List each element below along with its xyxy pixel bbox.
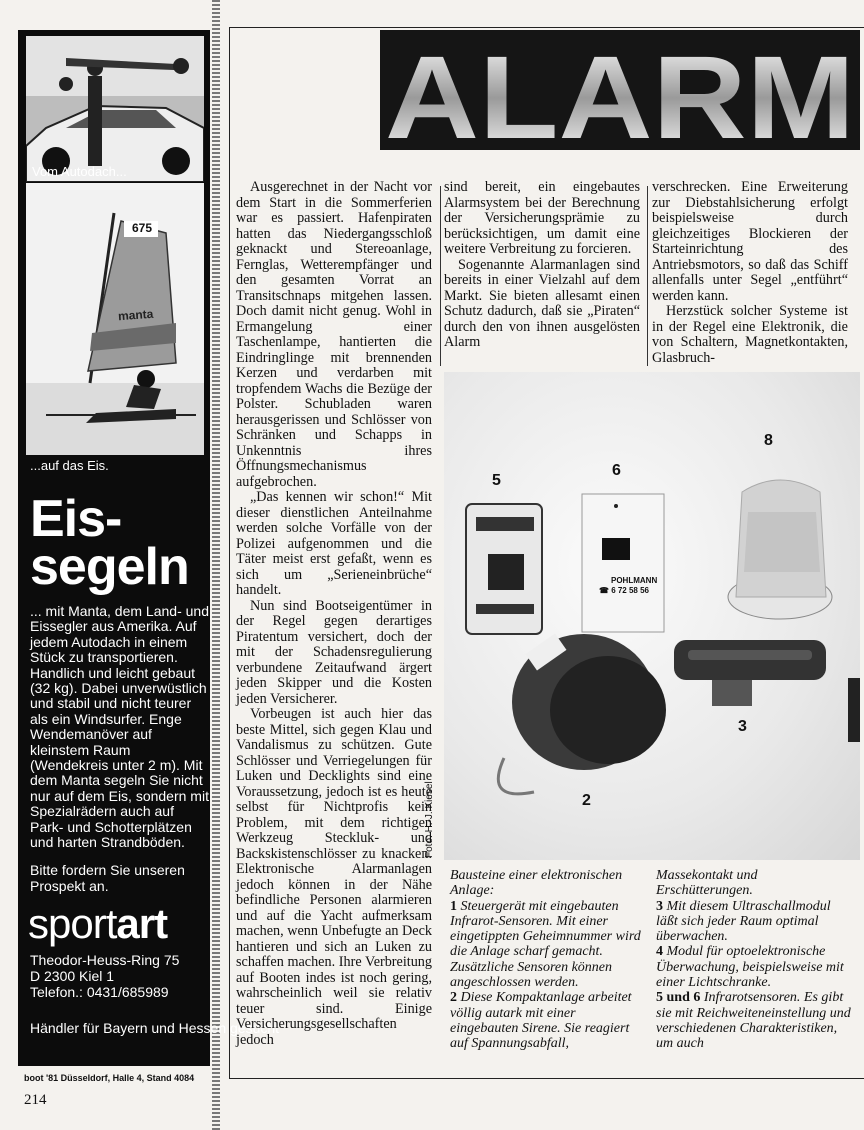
ice-sailing-photo: [26, 183, 204, 455]
compact-siren-2: [498, 633, 666, 793]
paragraph: „Das kennen wir schon!“ Mit dieser dienstlichen Anteilnahme werden solche Vorfälle von der Polizei aufgenommen und die Täter meist erst gefaßt, wenn es sich um „Serieneinbrüche“ handelt.: [236, 489, 432, 598]
caption-num: 1: [450, 898, 457, 914]
page-gutter: [212, 0, 220, 1130]
ad-title-line1: Eis-: [30, 490, 122, 548]
label-6: 6: [612, 462, 621, 479]
photo-caption-bottom: ...auf das Eis.: [30, 458, 109, 473]
paragraph: Nun sind Bootseigentümer in der Regel gegen derartiges Piratentum versichert, doch der mit der Schadensregulierung verbundene Zeitaufwand ärgert jeden Skipper und die Kosten jeden Versicherer.: [236, 597, 432, 707]
caption-text: Mit diesem Ultraschallmodul läßt sich jeder Raum optimal überwachen.: [656, 898, 831, 945]
car-roof-photo: [26, 36, 204, 182]
label-8: 8: [764, 432, 773, 449]
caption-text: Infrarotsensoren. Es gibt sie mit Reichweiteneinstellung und verschiedenen Charakteristiken, um auch: [656, 990, 851, 1052]
caption-text: Modul für optoelektronische Überwachung, beispielsweise mit einer Lichtschranke.: [656, 944, 844, 991]
brand-logo: [28, 900, 167, 948]
infrared-sensor-5: [466, 504, 542, 634]
label-2: 2: [582, 792, 591, 809]
paragraph: Ausgerechnet in der Nacht vor dem Start in die Sommerferien war es passiert. Hafenpiraten hatten das Niedergangsschloß geknackt und Stereoanlage, Fernglas, Wetterempfänger und den gesamten Vorrat an Transitschnaps mitgehen lassen. Doch damit nicht genug. Wohl in Ermangelung einer Taschenlampe, hantierten die Eindringlinge mit brennenden Kerzen und verdarben mit tropfendem Wachs die Bezüge der Polster. Schubladen waren herausgerissen und Schlösser von Schränken und Schapps in Unkenntnis ihres Öffnungsmechanismus aufgebrochen.: [236, 179, 432, 490]
caption-intro: Bausteine einer elektronischen Anlage:: [450, 868, 623, 899]
caption-num: 4: [656, 944, 663, 960]
caption-text: Massekontakt und Erschütterungen.: [656, 868, 758, 899]
caption-text: Diese Kompaktanlage arbeitet völlig autark mit einer eingebauten Sirene. Sie reagiert auf Spannungsabfall,: [450, 990, 632, 1052]
article-column-2: [444, 180, 640, 380]
caption-column-1: [450, 868, 646, 1052]
brand-bold: art: [116, 900, 168, 947]
article-column-1: [236, 180, 432, 1060]
photo-caption-top: Vom Autodach...: [32, 164, 127, 179]
page-number: 214: [24, 1092, 47, 1108]
ultrasonic-module-3: [674, 640, 826, 706]
paragraph: Vorbeugen ist auch hier das beste Mittel, sich gegen Klau und Vandalismus zu schützen. Gute Schlösser und Verriegelungen für Luken und Decklights sind eine Voraussetzung, jedoch ist es heute selbst für Nichtprofis kein Problem, mit dem richtigen Werkzeug Steckluk- und Backskistenschlösser zu knacken. Elektronische Alarmanlagen jedoch können in der Nähe befindliche Personen alarmieren und auf die Yacht aufmerksam machen, wenn Unbefugte an Deck hantieren und sich an Luken zu schaffen machen. Ihre Verbreitung auf Booten indes ist noch gering, wahrscheinlich weil sie relativ teuer sind. Einige Versicherungsgesellschaften jedoch: [236, 706, 432, 1048]
device-edge: [848, 678, 860, 742]
infrared-sensor-6: [582, 494, 664, 632]
headline: ALARM: [385, 32, 855, 150]
caption-num: 2: [450, 990, 457, 1006]
ad-dealers: Händler für Bayern und Hessen gesucht: [30, 1020, 280, 1036]
article-column-3: [652, 180, 848, 380]
photo-credit: Foto: H.-J. Kiesel: [424, 781, 435, 858]
address-phone: Telefon.: 0431/685989: [30, 984, 169, 1000]
column-rule: [440, 186, 441, 366]
ad-cta: Bitte fordern Sie unseren Prospekt an.: [30, 862, 185, 894]
paragraph: sind bereit, ein eingebautes Alarmsystem bei der Berechnung der Versicherungsprämie zu berücksichtigen, um damit eine weitere Verbreitung zu forcieren.: [444, 179, 640, 257]
ad-title: [30, 490, 189, 596]
caption-num: 3: [656, 898, 663, 914]
ad-address: [30, 952, 179, 1000]
strobe-light-8: [728, 480, 832, 619]
sail-brand: manta: [117, 306, 154, 324]
label-3: 3: [738, 718, 747, 735]
label-5: 5: [492, 472, 501, 489]
brand-light: sport: [28, 900, 117, 947]
caption-column-2: [656, 868, 852, 1052]
device6-brand: POHLMANN: [611, 576, 658, 585]
caption-text: Steuergerät mit eingebauten Infrarot-Sensoren. Mit einer eingetippten Geheimnummer wird die Anlage scharf gemacht. Zusätzliche Sensoren können angeschlossen werden.: [450, 898, 641, 991]
alarm-devices-photo: [444, 372, 860, 860]
sail-number: 675: [131, 221, 153, 235]
ad-body: ... mit Manta, dem Land- und Eissegler aus Amerika. Auf jedem Autodach in einem Stück zu transportieren. Handlich und leicht gebaut (32 kg). Dabei unverwüstlich und stabil und nicht teurer als ein Windsurfer. Enge Wendemanöver auf kleinstem Raum (Wendekreis unter 2 m). Mit dem Manta segeln Sie nicht nur auf dem Eis, sondern mit Spezialrädern auch auf Park- und Schotterplätzen und harten Strandböden.: [30, 603, 209, 851]
device6-phone: ☎ 6 72 58 56: [599, 586, 649, 595]
address-street: Theodor-Heuss-Ring 75: [30, 952, 180, 968]
fair-notice: boot '81 Düsseldorf, Halle 4, Stand 4084: [24, 1073, 195, 1083]
paragraph: Sogenannte Alarmanlagen sind bereits in einer Vielzahl auf dem Markt. Sie bieten allesamt einen Schutz dadurch, daß sie „Piraten“ durch den von ihnen ausgelösten Alarm: [444, 256, 640, 350]
column-rule: [647, 186, 648, 366]
address-city: D 2300 Kiel 1: [30, 968, 115, 984]
headline-box: [380, 30, 860, 150]
paragraph: verschrecken. Eine Erweiterung zur Diebstahlsicherung erfolgt beispielsweise durch gleichzeitiges Blockieren der Starteinrichtung des Antriebsmotors, so daß das Schiff allenfalls unter Segel „entführt“ werden kann.: [652, 179, 848, 304]
paragraph: Herzstück solcher Systeme ist in der Regel eine Elektronik, die von Schaltern, Magnetkontakten, Glasbruch-: [652, 303, 848, 366]
ad-title-line2: segeln: [30, 538, 189, 596]
caption-num: 5 und 6: [656, 990, 701, 1006]
